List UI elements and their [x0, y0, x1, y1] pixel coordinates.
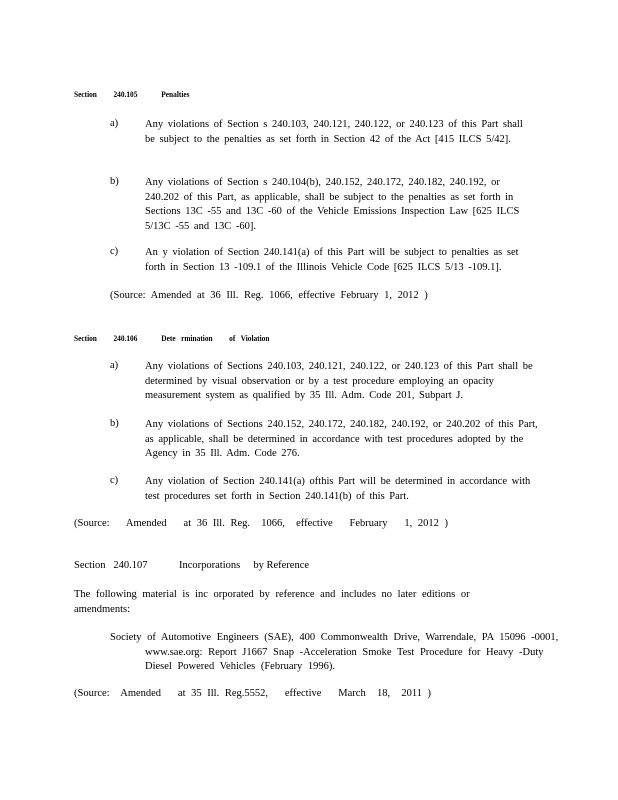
- section-title: Penalties: [161, 90, 190, 99]
- section-label: Section: [74, 334, 97, 343]
- intro-paragraph: The following material is inc orporated by reference and includes no later editions or amendments:: [74, 589, 470, 615]
- item-text: Any violations of Sections 240.152, 240.172, 240.182, 240.192, or 240.202 of this Part, as applicable, shall be determined in accordance with test procedures adopted by the Agency in 35 Ill. Adm. Code 276.: [145, 419, 538, 459]
- section-106-heading: [74, 334, 269, 343]
- item-letter: a): [110, 118, 119, 129]
- item-letter: c): [110, 246, 119, 257]
- section-number: 240.105: [113, 90, 138, 99]
- item-letter: a): [110, 360, 119, 371]
- section-105-heading: [74, 90, 190, 99]
- item-letter: b): [110, 176, 119, 187]
- source-note: (Source: Amended at 35 Ill. Reg.5552, effective March 18, 2011 ): [74, 688, 432, 699]
- source-note: (Source: Amended at 36 Ill. Reg. 1066, effective February 1, 2012 ): [74, 518, 448, 529]
- item-text: Any violations of Section s 240.104(b), 240.152, 240.172, 240.182, 240.192, or 240.202 of this Part, as applicable, shall be subject to the penalties as set forth in Sections 13C -55 and 13C -60 of the Vehicle Emissions Inspection Law [625 ILCS 5/13C -55 and 13C -60].: [145, 177, 520, 232]
- item-text: An y violation of Section 240.141(a) of this Part will be subject to penalties as set forth in Section 13 -109.1 of the Illinois Vehicle Code [625 ILCS 5/13 -109.1].: [145, 247, 519, 273]
- reference-citation: Society of Automotive Engineers (SAE), 400 Commonwealth Drive, Warrendale, PA 15096 -0001, www.sae.org: Report J1667 Snap -Acceleration Smoke Test Procedure for Heavy -Duty Diesel Powered Vehicles (February 1996).: [110, 632, 559, 672]
- section-107-heading: Section 240.107 Incorporations by Reference: [74, 560, 310, 571]
- section-title: Dete rmination of Violation: [161, 334, 270, 343]
- item-text: Any violation of Section 240.141(a) ofthis Part will be determined in accordance with test procedures set forth in Section 240.141(b) of this Part.: [145, 476, 531, 502]
- item-text: Any violations of Sections 240.103, 240.121, 240.122, or 240.123 of this Part shall be determined by visual observation or by a test procedure employing an opacity measurement system as qualified by 35 Ill. Adm. Code 201, Subpart J.: [145, 361, 533, 401]
- section-number: 240.106: [113, 334, 138, 343]
- item-letter: b): [110, 418, 119, 429]
- item-letter: c): [110, 475, 119, 486]
- section-label: Section: [74, 90, 97, 99]
- source-note: (Source: Amended at 36 Ill. Reg. 1066, effective February 1, 2012 ): [110, 290, 428, 301]
- item-text: Any violations of Section s 240.103, 240.121, 240.122, or 240.123 of this Part shall be subject to the penalties as set forth in Section 42 of the Act [415 ILCS 5/42].: [145, 119, 523, 145]
